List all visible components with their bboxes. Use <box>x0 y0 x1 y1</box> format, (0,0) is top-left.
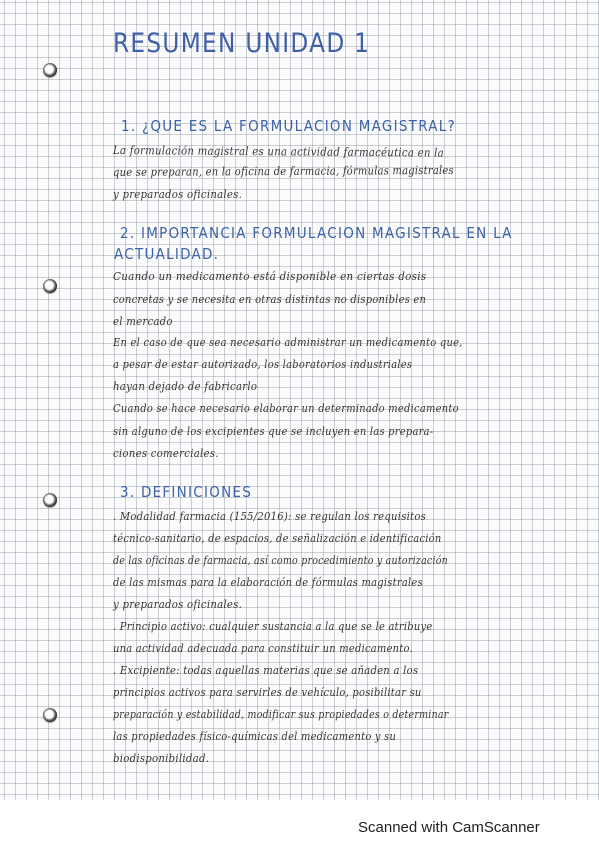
section-heading: ACTUALIDAD. <box>114 245 220 263</box>
section-heading: 2. IMPORTANCIA FORMULACION MAGISTRAL EN LA <box>120 224 513 242</box>
text-line: las propiedades físico-químicas del medicamento y su <box>113 729 397 743</box>
text-line: que se preparan, en la oficina de farmacia, fórmulas magistrales <box>113 162 454 179</box>
text-line: hayan dejado de fabricarlo <box>113 379 258 393</box>
text-line: técnico-sanitario, de espacios, de señalización e identificación <box>113 531 442 545</box>
text-line: Cuando un medicamento está disponible en ciertas dosis <box>113 269 427 283</box>
text-line: Cuando se hace necesario elaborar un determinado medicamento <box>113 401 459 415</box>
text-line: a pesar de estar autorizado, los laboratorios industriales <box>113 357 413 371</box>
text-line: ciones comerciales. <box>113 446 219 460</box>
text-line: biodisponibilidad. <box>113 751 210 765</box>
text-line: La formulación magistral es una actividad farmacéutica en la <box>112 143 445 160</box>
text-line: concretas y se necesita en otras distintas no disponibles en <box>113 292 427 306</box>
text-line: principios activos para servirles de vehículo, posibilitar su <box>113 685 422 699</box>
text-line: y preparados oficinales. <box>113 187 243 201</box>
page-title: RESUMEN UNIDAD 1 <box>113 28 371 59</box>
text-line: En el caso de que sea necesario administrar un medicamento que, <box>113 335 463 349</box>
section-heading: 3. DEFINICIONES <box>120 483 253 501</box>
text-line: de las oficinas de farmacia, así como procedimiento y autorización <box>113 553 448 567</box>
text-line: preparación y estabilidad, modificar sus propiedades o determinar <box>113 707 449 721</box>
text-line: . Principio activo: cualquier sustancia a la que se le atribuye <box>113 619 433 633</box>
text-line: de las mismas para la elaboración de fórmulas magistrales <box>113 575 423 589</box>
text-line: el mercado <box>113 314 173 328</box>
section-heading: 1. ¿QUE ES LA FORMULACION MAGISTRAL? <box>121 117 456 135</box>
binder-hole-icon <box>43 63 57 77</box>
text-line: . Modalidad farmacia (155/2016): se regulan los requisitos <box>113 509 427 523</box>
binder-hole-icon <box>43 493 57 507</box>
binder-hole-icon <box>43 708 57 722</box>
text-line: y preparados oficinales. <box>113 597 243 611</box>
scanner-watermark: Scanned with CamScanner <box>358 819 540 836</box>
text-line: . Excipiente: todas aquellas materias que se añaden a los <box>113 663 419 677</box>
binder-hole-icon <box>43 279 57 293</box>
text-line: sin alguno de los excipientes que se incluyen en las prepara- <box>113 424 434 438</box>
text-line: una actividad adecuada para constituir un medicamento. <box>113 641 413 655</box>
